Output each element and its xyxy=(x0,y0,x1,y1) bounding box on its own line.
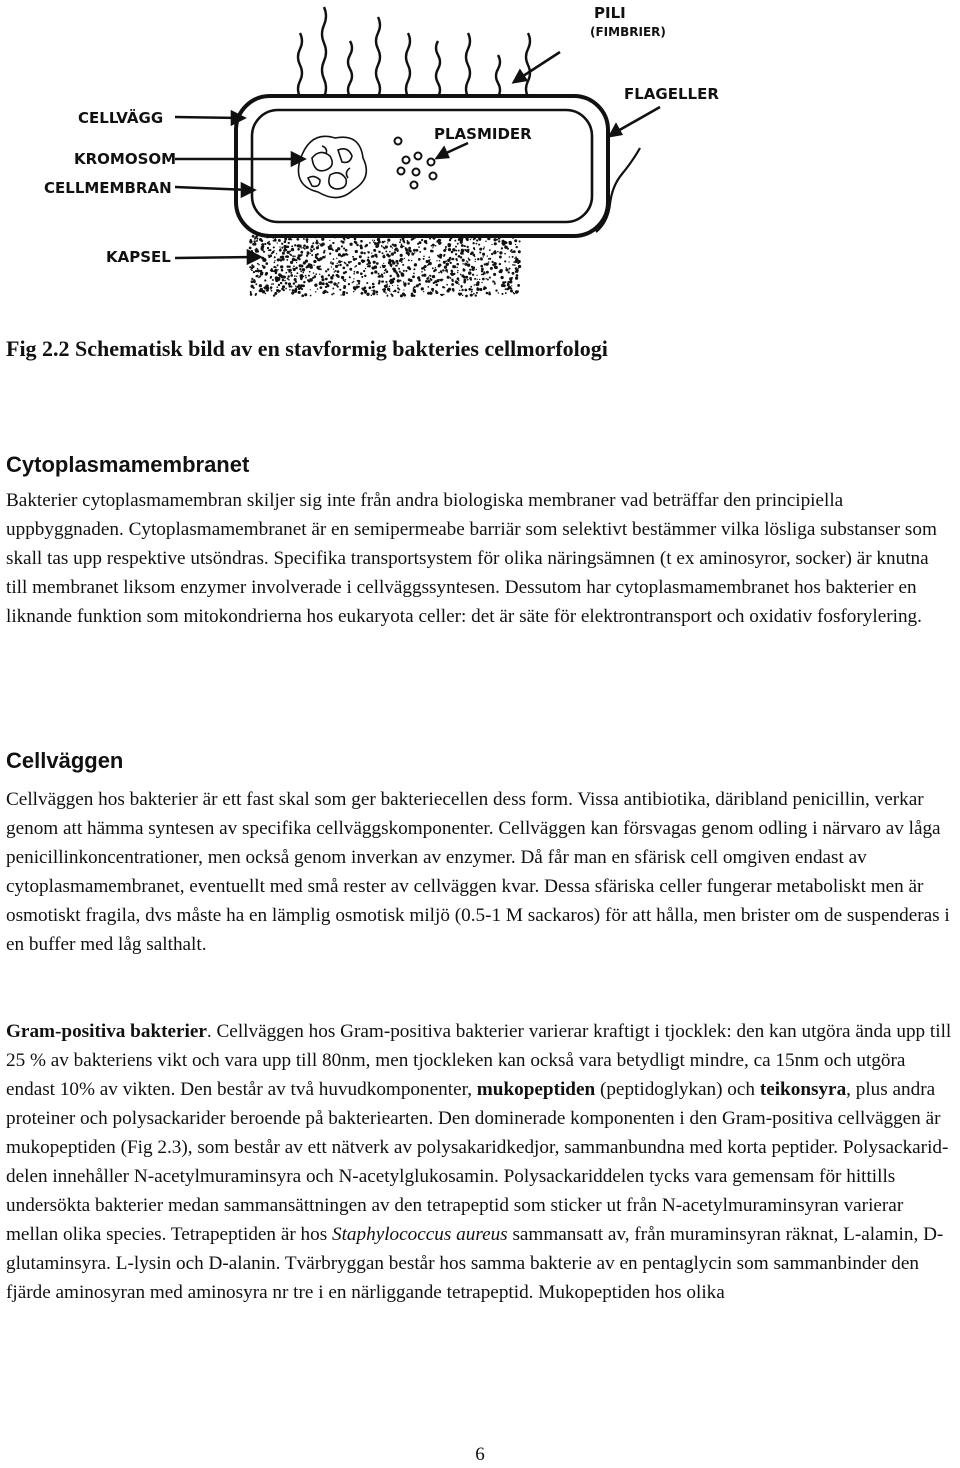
page-number: 6 xyxy=(475,1444,485,1465)
label-flageller: FLAGELLER xyxy=(624,85,719,103)
label-cellmembran: CELLMEMBRAN xyxy=(44,179,172,197)
label-kromosom: KROMOSOM xyxy=(74,150,177,168)
label-pili: PILI xyxy=(594,4,626,22)
bacteria-cell-diagram xyxy=(0,0,960,310)
label-fimbrier: (FIMBRIER) xyxy=(590,25,666,39)
label-kapsel: KAPSEL xyxy=(106,248,171,266)
term-mukopeptiden: mukopeptiden xyxy=(476,1079,596,1100)
gram-text-1: . Cellväggen hos Gram-positiva bakterier varierar kraftigt i tjocklek: den kan utgöra ända upp till 25 % av bakteriens vikt och vara upp till 80nm, men tjockleken kan också vara betydligt mindre, ca 15nm och utgöra endast 10% av vikten. Den består av två huvudkomponenter, xyxy=(6,1021,952,1100)
paragraph-gram-positiva xyxy=(6,1017,952,1307)
gram-text-4: sammansatt av, från muraminsyran räknat, L-alamin, D-glutaminsyra. L-lysin och D-alanin. Tvärbryggan består hos samma bakterie av en pentaglycin som sammanbinder den fjärde aminosyran med aminosyra nr tre i en närliggande tetrapeptid. Mukopeptiden hos olika xyxy=(6,1224,944,1303)
label-cellvagg: CELLVÄGG xyxy=(78,109,164,127)
gram-text-2: (peptidoglykan) och xyxy=(595,1079,760,1100)
heading-cytoplasmamembranet: Cytoplasmamembranet xyxy=(6,452,250,477)
species-staphylococcus-aureus: Staphylococcus aureus xyxy=(331,1224,508,1245)
label-plasmider: PLASMIDER xyxy=(434,125,532,143)
figure-caption: Fig 2.2 Schematisk bild av en stavformig bakteries cellmorfologi xyxy=(6,336,608,361)
gram-text-3: , plus andra proteiner och polysackarider beroende på bakteriearten. Den dominerade komponenten i den Gram-positiva cellväggen är mukopeptiden (Fig 2.3), som består av ett nätverk av polysakaridkedjor, sammanbundna med korta peptider. Polysackarid-delen innehåller N-acetylmuraminsyra och N-acetylglukosamin. Polysackariddelen tycks vara gemensam för hittills undersökta bakterier medan sammansättningen av den tetrapeptid som sticker ut från N-acetylmuraminsyran varierar mellan olika species. Tetrapeptiden är hos xyxy=(6,1079,949,1245)
gram-positiva-lead: Gram-positiva bakterier xyxy=(6,1021,207,1042)
diagram-svg xyxy=(0,0,960,310)
term-teikonsyra: teikonsyra xyxy=(759,1079,847,1100)
paragraph-cellvaggen: Cellväggen hos bakterier är ett fast skal som ger bakteriecellen dess form. Vissa antibiotika, däribland penicillin, verkar genom att hämma syntesen av specifika cellväggskomponenter. Cellväggen kan försvagas genom odling i närvaro av låga penicillinkoncentrationer, men också genom inverkan av enzymer. Då får man en sfärisk cell omgiven endast av cytoplasmamembranet, eventuellt med små rester av cellväggen kvar. Dessa sfäriska celler fungerar metaboliskt men är osmotiskt fragila, dvs måste ha en lämplig osmotisk miljö (0.5-1 M sackaros) för att hålla, men brister om de suspenderas i en buffer med låg salthalt. xyxy=(6,789,950,955)
heading-cellvaggen: Cellväggen xyxy=(6,748,124,773)
paragraph-cytoplasmamembranet: Bakterier cytoplasmamembran skiljer sig inte från andra biologiska membraner vad beträffar den principiella uppbyggnaden. Cytoplasmamembranet är en semipermeabe barriär som selektivt bestämmer vilka lösliga substanser som skall tas upp respektive utsöndras. Specifika transportsystem för olika näringsämnen (t ex aminosyror, socker) är knutna till membranet liksom enzymer involverade i cellväggssyntesen. Dessutom har cytoplasmamembranet hos bakterier en liknande funktion som mitokondrierna hos eukaryota celler: det är säte för elektrontransport och oxidativ fosforylering. xyxy=(6,490,937,627)
pili-strands xyxy=(298,7,530,97)
